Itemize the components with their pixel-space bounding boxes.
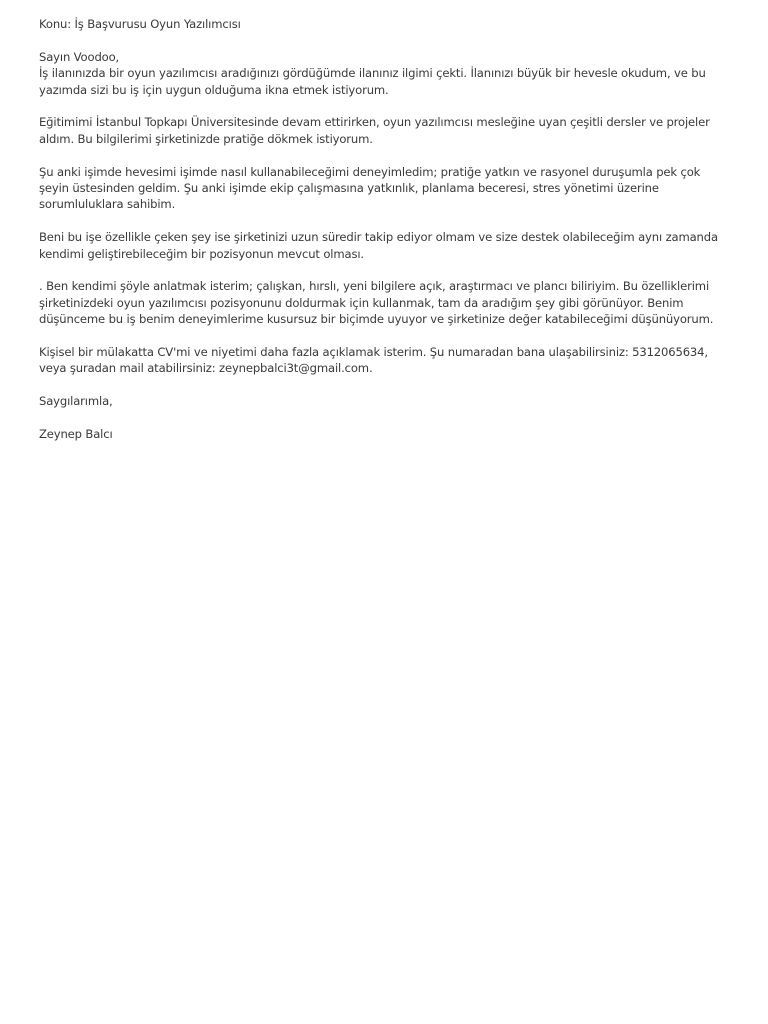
- closing-line: Saygılarımla,: [39, 394, 113, 409]
- cover-letter: [39, 16, 731, 459]
- motivation-paragraph: Beni bu işe özellikle çeken şey ise şirketinizi uzun süredir takip ediyor olmam ve size destek olabileceğim aynı zamanda kendimi geliştirebileceğim bir pozisyonun mevcut olması.: [39, 230, 718, 261]
- intro-paragraph: İş ilanınızda bir oyun yazılımcısı aradığınızı gördüğümde ilanınız ilgimi çekti. İlanınızı büyük bir hevesle okudum, ve bu yazımda sizi bu iş için uygun olduğuma ikna etmek istiyorum.: [39, 66, 706, 97]
- greeting-block: [39, 49, 731, 98]
- signature: Zeynep Balcı: [39, 427, 113, 442]
- contact-paragraph: Kişisel bir mülakatta CV'mi ve niyetimi daha fazla açıklamak isterim. Şu numaradan bana ulaşabilirsiniz: 5312065634, veya şuradan mail atabilirsiniz: zeynepbalci3t@gmail.com.: [39, 345, 708, 376]
- salutation: Sayın Voodoo,: [39, 49, 120, 64]
- subject-line: Konu: İş Başvurusu Oyun Yazılımcısı: [39, 17, 241, 31]
- self-description-paragraph: . Ben kendimi şöyle anlatmak isterim; çalışkan, hırslı, yeni bilgilere açık, araştırmacı ve plancı biliriyim. Bu özelliklerimi şirketinizdeki oyun yazılımcısı pozisyonunu doldurmak için kullanmak, tam da aradığım şey gibi görünüyor. Benim düşünceme bu iş benim deneyimlerime kusursuz bir biçimde uyuyor ve şirketinize değer katabileceğimi düşünüyorum.: [39, 279, 714, 327]
- experience-paragraph: Şu anki işimde hevesimi işimde nasıl kullanabileceğimi deneyimledim; pratiğe yatkın ve rasyonel duruşumla pek çok şeyin üstesinden geldim. Şu anki işimde ekip çalışmasına yatkınlık, planlama beceresi, stres yönetimi üzerine sorumluluklara sahibim.: [39, 164, 701, 212]
- education-paragraph: Eğitimimi İstanbul Topkapı Üniversitesinde devam ettirirken, oyun yazılımcısı mesleğine uyan çeşitli dersler ve projeler aldım. Bu bilgilerimi şirketinizde pratiğe dökmek istiyorum.: [39, 115, 710, 146]
